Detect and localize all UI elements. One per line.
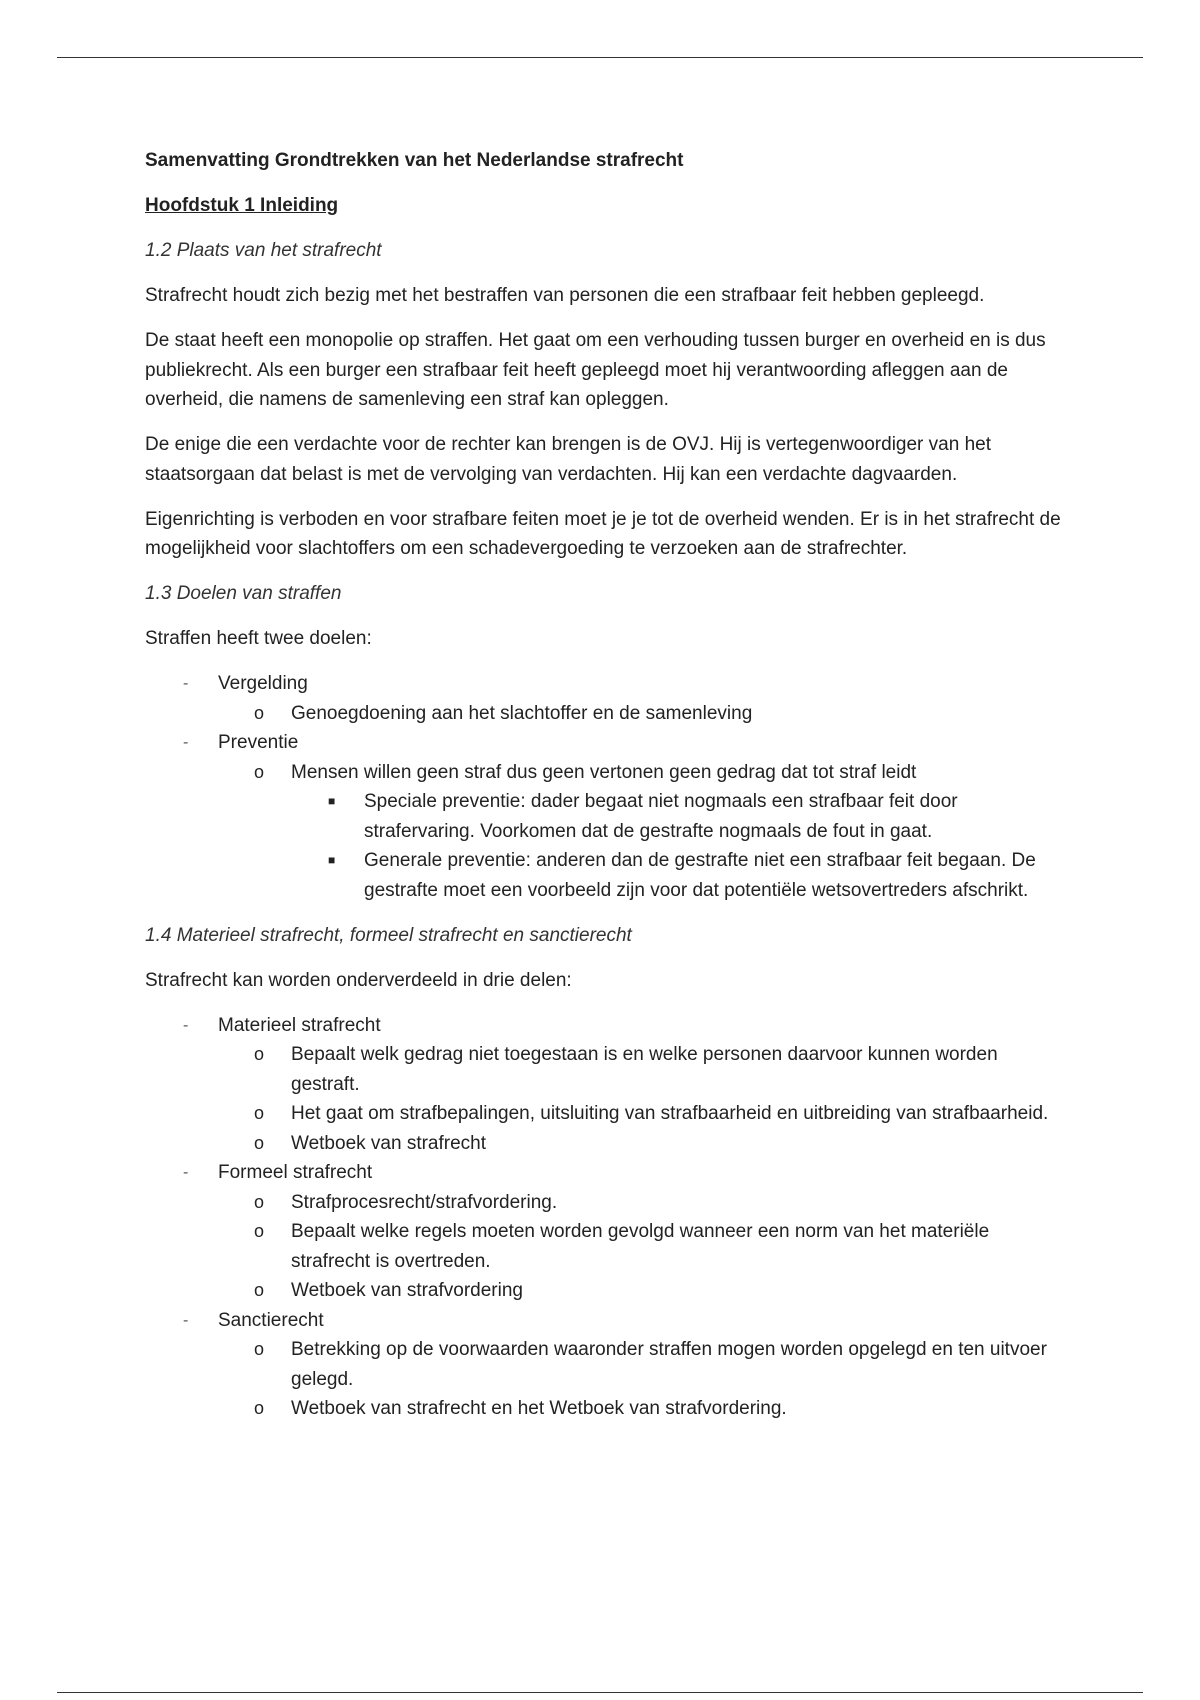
paragraph: De staat heeft een monopolie op straffen. Het gaat om een verhouding tussen burger en overheid en is dus publiekrecht. Als een burger een strafbaar feit heeft gepleegd moet hij verantwoording afleggen aan de overheid, die namens de samenleving een straf kan opleggen. <box>145 330 1046 410</box>
circle-bullet-icon: o <box>254 1103 265 1123</box>
paragraph: De enige die een verdachte voor de rechter kan brengen is de OVJ. Hij is vertegenwoordiger van het staatsorgaan dat belast is met de vervolging van verdachten. Hij kan een verdachte dagvaarden. <box>145 434 991 485</box>
section-intro: Strafrecht kan worden onderverdeeld in drie delen: <box>145 969 572 991</box>
circle-bullet-icon: o <box>254 1191 265 1212</box>
section-heading-1-2: 1.2 Plaats van het strafrecht <box>145 240 382 261</box>
list-item-label: Sanctierecht <box>218 1309 324 1331</box>
document-body <box>145 146 1065 1439</box>
list-item-label: Wetboek van strafrecht en het Wetboek van strafvordering. <box>291 1398 787 1419</box>
list-item-label: Generale preventie: anderen dan de gestrafte niet een strafbaar feit begaan. De gestrafte moet een voorbeeld zijn voor dat potentiële wetsovertreders afschrikt. <box>364 850 1036 901</box>
document-title: Samenvatting Grondtrekken van het Nederlandse strafrecht <box>145 150 684 171</box>
list-item <box>291 846 1065 905</box>
list-item <box>218 1217 1065 1276</box>
section-heading-1-4: 1.4 Materieel strafrecht, formeel strafrecht en sanctierecht <box>145 924 632 946</box>
dash-bullet-icon: - <box>183 1164 189 1181</box>
list-item-label: Vergelding <box>218 673 308 694</box>
list-item <box>218 1276 1065 1306</box>
sub-sub-list <box>291 787 1065 905</box>
dash-bullet-icon: - <box>183 675 189 692</box>
circle-bullet-icon: o <box>254 1221 265 1241</box>
list-item-label: Speciale preventie: dader begaat niet nogmaals een strafbaar feit door strafervaring. Voorkomen dat de gestrafte nogmaals de fout in gaat. <box>364 791 958 842</box>
list-item <box>145 1306 1065 1424</box>
section-heading-1-3: 1.3 Doelen van straffen <box>145 583 342 604</box>
list-item <box>218 699 1065 729</box>
list-item-label: Genoegdoening aan het slachtoffer en de samenleving <box>291 702 753 724</box>
doelen-list <box>145 669 1065 905</box>
list-item-label: Bepaalt welk gedrag niet toegestaan is en welke personen daarvoor kunnen worden gestraft. <box>291 1044 998 1095</box>
list-item <box>145 669 1065 728</box>
list-item <box>218 1040 1065 1099</box>
list-item <box>145 728 1065 905</box>
sub-list <box>218 699 1065 729</box>
square-bullet-icon: ■ <box>328 853 336 867</box>
dash-bullet-icon: - <box>183 1311 189 1329</box>
list-item <box>291 787 1065 846</box>
list-item-label: Preventie <box>218 732 299 753</box>
sub-list <box>218 1040 1065 1158</box>
list-item <box>218 758 1065 906</box>
paragraph: Strafrecht houdt zich bezig met het bestraffen van personen die een strafbaar feit hebben gepleegd. <box>145 285 985 306</box>
list-item <box>218 1129 1065 1159</box>
sub-list <box>218 758 1065 906</box>
list-item <box>218 1188 1065 1218</box>
list-item-label: Het gaat om strafbepalingen, uitsluiting van strafbaarheid en uitbreiding van strafbaarheid. <box>291 1103 1049 1124</box>
list-item-label: Strafprocesrecht/strafvordering. <box>291 1191 558 1213</box>
list-item-label: Wetboek van strafvordering <box>291 1280 523 1301</box>
circle-bullet-icon: o <box>254 1398 265 1418</box>
dash-bullet-icon: - <box>183 1016 189 1034</box>
list-item-label: Formeel strafrecht <box>218 1162 373 1183</box>
chapter-heading: Hoofdstuk 1 Inleiding <box>145 195 339 216</box>
sub-list <box>218 1188 1065 1306</box>
circle-bullet-icon: o <box>254 761 265 782</box>
circle-bullet-icon: o <box>254 702 265 723</box>
list-item <box>218 1394 1065 1424</box>
section-intro: Straffen heeft twee doelen: <box>145 628 372 649</box>
dash-bullet-icon: - <box>183 734 189 751</box>
top-rule <box>57 57 1143 58</box>
list-item-label: Wetboek van strafrecht <box>291 1132 487 1154</box>
list-item-label: Bepaalt welke regels moeten worden gevolgd wanneer een norm van het materiële strafrecht is overtreden. <box>291 1221 990 1272</box>
square-bullet-icon: ■ <box>328 794 336 808</box>
delen-list <box>145 1011 1065 1424</box>
list-item-label: Mensen willen geen straf dus geen vertonen geen gedrag dat tot straf leidt <box>291 761 917 783</box>
bottom-rule <box>57 1692 1143 1693</box>
list-item <box>145 1158 1065 1306</box>
circle-bullet-icon: o <box>254 1044 265 1064</box>
list-item <box>218 1099 1065 1129</box>
list-item <box>218 1335 1065 1394</box>
circle-bullet-icon: o <box>254 1132 265 1153</box>
sub-list <box>218 1335 1065 1424</box>
paragraph: Eigenrichting is verboden en voor strafbare feiten moet je je tot de overheid wenden. Er is in het strafrecht de mogelijkheid voor slachtoffers om een schadevergoeding te verzoeken aan de strafrechter. <box>145 508 1061 559</box>
list-item <box>145 1011 1065 1159</box>
circle-bullet-icon: o <box>254 1339 265 1359</box>
list-item-label: Betrekking op de voorwaarden waaronder straffen mogen worden opgelegd en ten uitvoer gelegd. <box>291 1339 1047 1390</box>
list-item-label: Materieel strafrecht <box>218 1014 381 1036</box>
circle-bullet-icon: o <box>254 1280 265 1300</box>
